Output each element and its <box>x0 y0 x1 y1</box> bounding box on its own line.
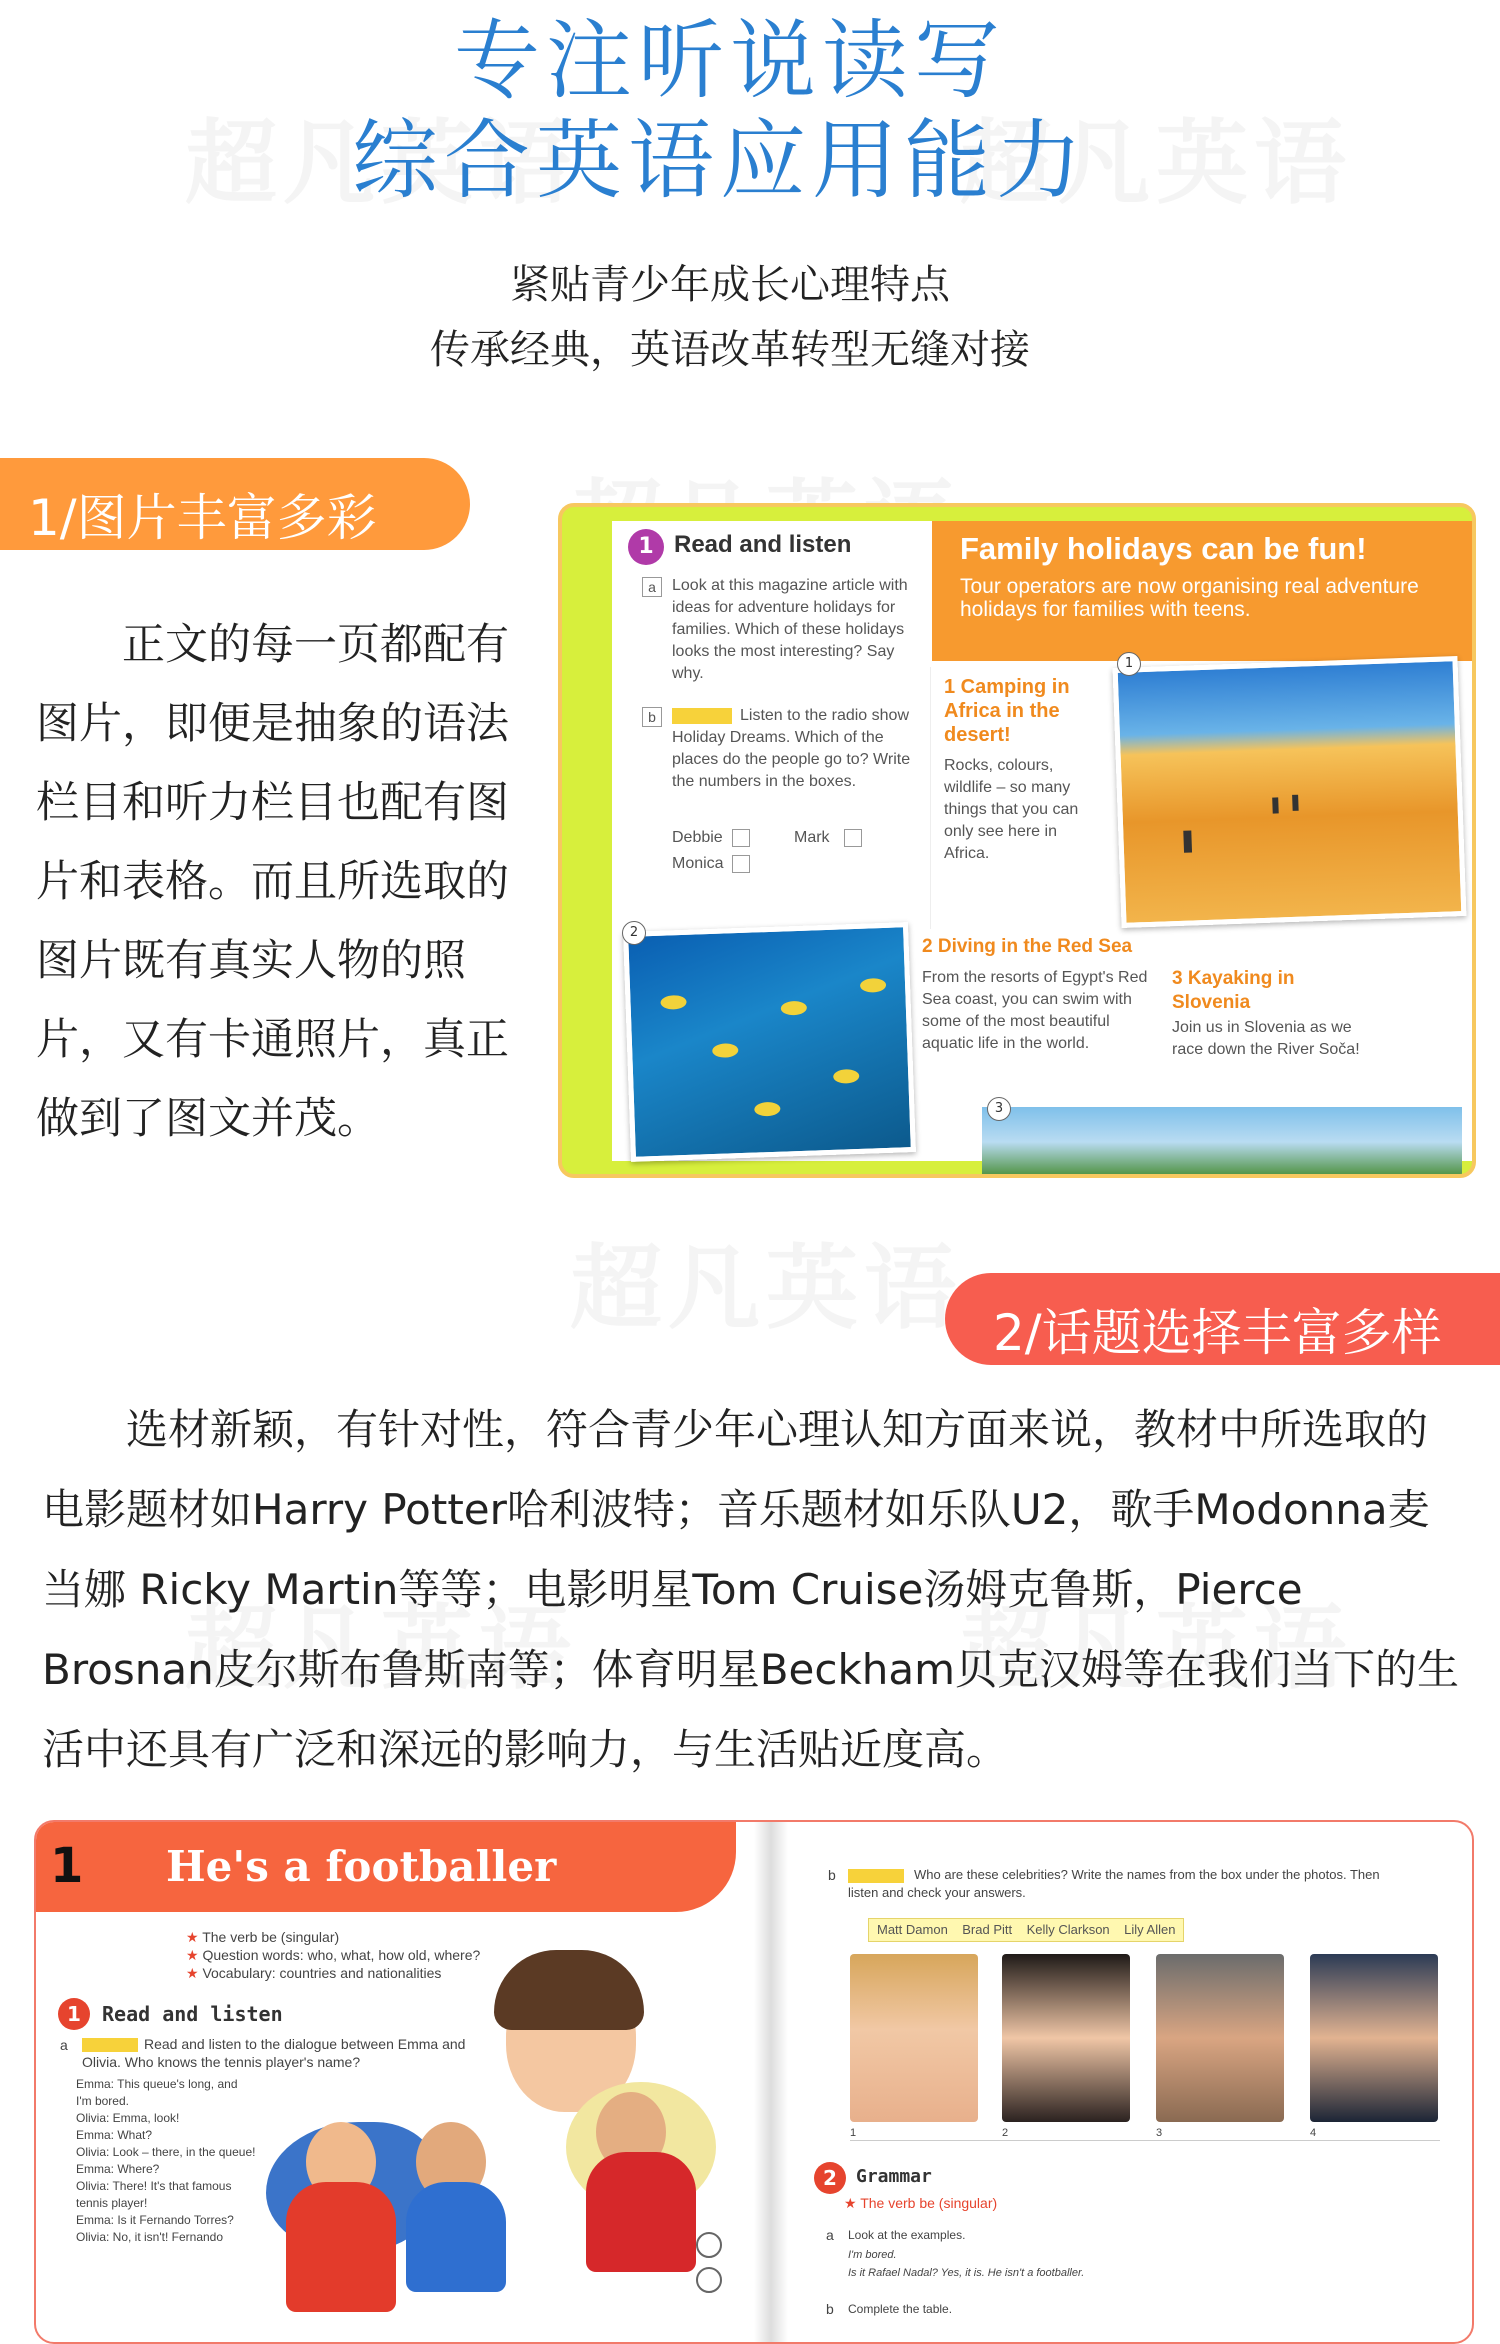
exercise-b-text: Listen to the radio show Holiday Dreams. Which of the places do the people go to? Write the numbers in the boxes. <box>672 707 911 790</box>
hero-title-line1: 专注听说读写 <box>454 11 1006 111</box>
exercise-a-text: Look at this magazine article with ideas for adventure holidays for families. Which of these holidays looks the most interesting? Say why. <box>672 577 908 682</box>
read-listen-heading: Read and listen <box>102 2002 283 2026</box>
desert-photo <box>1113 656 1467 928</box>
celebrity-photo <box>850 1954 978 2122</box>
grammar-example: I'm bored. <box>848 2249 897 2261</box>
river-photo <box>982 1107 1462 1177</box>
exercise-b-tag: b <box>828 1867 836 1883</box>
read-listen-heading: Read and listen <box>674 531 852 558</box>
headline: Family holidays can be fun! <box>960 531 1367 566</box>
subtitle-line1: 紧贴青少年成长心理特点 <box>510 262 950 308</box>
answer-box[interactable] <box>844 829 862 847</box>
name-debbie: Debbie <box>672 829 723 846</box>
item2-title: 2 Diving in the Red Sea <box>922 936 1133 957</box>
photo-number: 2 <box>622 921 646 945</box>
photo-number: 3 <box>987 1097 1011 1121</box>
section2-paragraph: 选材新颖，有针对性，符合青少年心理认知方面来说，教材中所选取的电影题材如Harry Potter哈利波特；音乐题材如乐队U2，歌手Modonna麦当娜 Ricky Martin等等；电影明星Tom Cruise汤姆克鲁斯，Pierce Brosnan皮尔斯布鲁斯南等；体育明星Beckham贝克汉姆等在我们当下的生活中还具有广泛和深远的影响力，与生活贴近度高。 <box>42 1405 1460 1774</box>
headline-subtitle: Tour operators are now organising real adventure holidays for families with teens. <box>960 575 1419 621</box>
bullet: ★ Question words: who, what, how old, where? <box>186 1947 481 1963</box>
photo-number: 3 <box>1156 2127 1163 2139</box>
subtitle-line2: 传承经典，英语改革转型无缝对接 <box>430 327 1030 373</box>
name-monica: Monica <box>672 855 724 872</box>
exercise-a-text: Read and listen to the dialogue between Emma and Olivia. Who knows the tennis player's name? <box>82 2036 466 2070</box>
grammar-topic: ★ The verb be (singular) <box>844 2195 998 2211</box>
name-mark: Mark <box>794 829 830 846</box>
photo-number: 1 <box>1117 652 1141 676</box>
answer-box[interactable] <box>732 829 750 847</box>
bullet: ★ Vocabulary: countries and nationalities <box>186 1965 442 1981</box>
exercise-number: 1 <box>58 1998 90 2030</box>
underwater-photo <box>623 922 916 1162</box>
celebrity-name-box: Matt Damon Brad Pitt Kelly Clarkson Lily Allen <box>868 1918 1184 1942</box>
section1-label: 1/图片丰富多彩 <box>28 489 377 547</box>
celebrity-photo <box>1002 1954 1130 2122</box>
textbook-page-family-holidays <box>558 503 1476 1178</box>
grammar-a-text: Look at the examples. <box>848 2228 966 2242</box>
dialogue: Emma: This queue's long, and I'm bored. Olivia: Emma, look! Emma: What? Olivia: Look – there, in the queue! Emma: Where? Olivia: There! It's that famous tennis player! Emma: Is it Fernando Torres? Olivia: No, it isn't! Fernando <box>76 2077 256 2244</box>
item3-title: 3 Kayaking in Slovenia <box>1172 968 1295 1013</box>
exercise-a-tag: a <box>60 2037 68 2053</box>
item3-text: Join us in Slovenia as we race down the River Soča! <box>1172 1019 1360 1058</box>
photo-number: 4 <box>1310 2127 1317 2139</box>
unit-title: He's a footballer <box>166 1842 557 1891</box>
unit-number: 1 <box>50 1838 84 1894</box>
watermark <box>570 1215 962 1347</box>
photo-number: 2 <box>1002 2127 1009 2139</box>
exercise-b-text: Who are these celebrities? Write the names from the box under the photos. Then listen and check your answers. <box>848 1867 1380 1900</box>
grammar-b-text: Complete the table. <box>848 2302 953 2316</box>
section2-label-pill <box>945 1273 1500 1365</box>
section1-paragraph: 正文的每一页都配有图片，即便是抽象的语法栏目和听力栏目也配有图片和表格。而且所选取的图片既有真实人物的照片，又有卡通照片，真正做到了图文并茂。 <box>36 620 509 1144</box>
item1-title: 1 Camping in Africa in the desert! <box>944 676 1070 746</box>
celebrity-photo <box>1156 1954 1284 2122</box>
hero-title-line2: 综合英语应用能力 <box>352 111 1088 211</box>
textbook-page-footballer <box>34 1820 1474 2344</box>
grammar-example: Is it Rafael Nadal? Yes, it is. He isn't a footballer. <box>848 2267 1085 2279</box>
section1-label-pill <box>0 458 470 550</box>
grammar-heading: Grammar <box>856 2166 932 2187</box>
bullet: ★ The verb be (singular) <box>186 1929 340 1945</box>
photo-number: 1 <box>850 2127 857 2139</box>
exercise-number: 1 <box>628 529 664 565</box>
grammar-a-tag: a <box>826 2227 834 2243</box>
section2-label: 2/话题选择丰富多样 <box>993 1304 1442 1362</box>
exercise-a-tag: a <box>642 577 662 597</box>
item2-text: From the resorts of Egypt's Red Sea coast, you can swim with some of the most beautiful aquatic life in the world. <box>922 969 1148 1052</box>
celebrity-photo <box>1310 1954 1438 2122</box>
answer-box[interactable] <box>732 855 750 873</box>
exercise-b-tag: b <box>642 707 662 727</box>
item1-text: Rocks, colours, wildlife – so many things that you can only see here in Africa. <box>944 757 1079 862</box>
exercise-number: 2 <box>814 2162 846 2194</box>
grammar-b-tag: b <box>826 2301 834 2317</box>
cartoon-illustration <box>266 2062 736 2342</box>
